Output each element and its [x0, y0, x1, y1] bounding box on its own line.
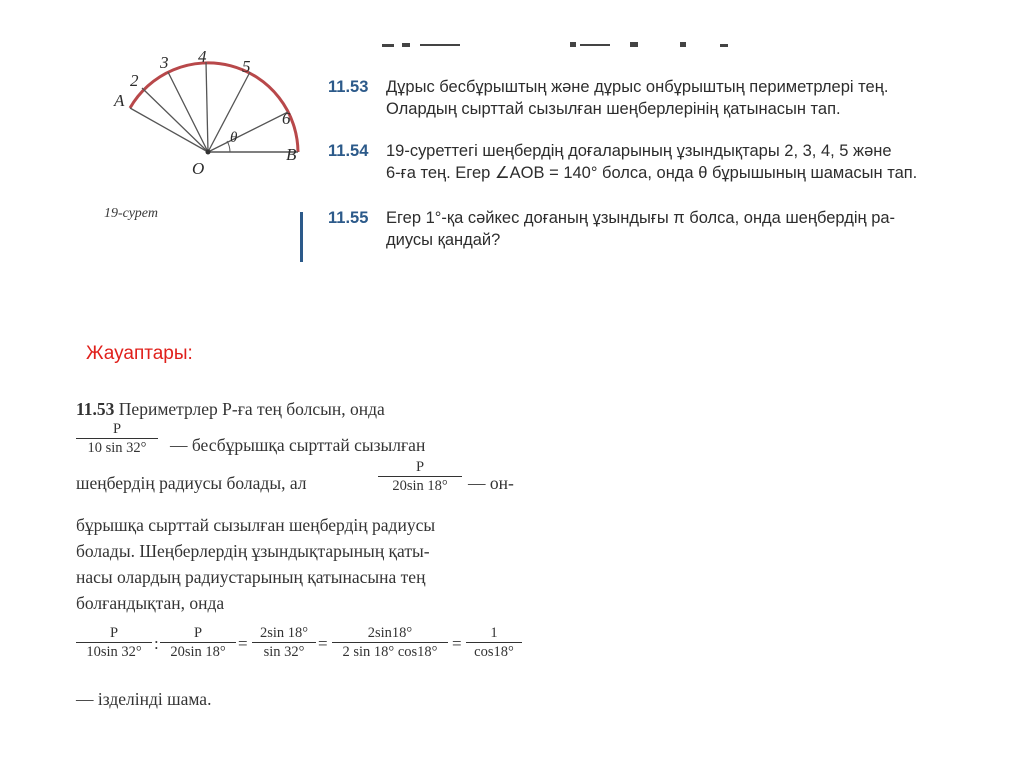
solution-line-5: болады. Шеңберлердің ұзындықтарының қаты-	[76, 541, 430, 561]
solution-line-1: 11.53 Периметрлер P-ға тең болсын, онда	[76, 399, 385, 419]
problem-line: Олардың сырттай сызылған шеңберлерінің қатынасын тап.	[386, 100, 841, 118]
problem-line: 19-суреттегі шеңбердің доғаларының ұзындықтары 2, 3, 4, 5 және	[386, 142, 892, 160]
problem-number: 11.53	[328, 78, 369, 96]
eq-fraction-2: P 20sin 18°	[160, 624, 236, 661]
fraction-1: P 10 sin 32°	[76, 420, 158, 457]
solution-line-3b: — он-	[468, 473, 514, 493]
eq-fraction-1: P 10sin 32°	[76, 624, 152, 661]
arc	[130, 63, 298, 152]
eq-fraction-3: 2sin 18° sin 32°	[252, 624, 316, 661]
label-2: 2	[130, 71, 139, 90]
solution-final: — ізделінді шама.	[76, 689, 212, 709]
label-theta: θ	[230, 130, 238, 146]
problem-line: Егер 1°-қа сәйкес доғаның ұзындығы π болса, онда шеңбердің ра-	[386, 209, 896, 227]
problem-number: 11.55	[328, 209, 369, 227]
label-5: 5	[242, 57, 251, 76]
problem-line: Дұрыс бесбұрыштың және дұрыс онбұрыштың периметрлері тең.	[386, 78, 889, 96]
answers-label: Жауаптары:	[86, 343, 193, 364]
label-O: O	[192, 159, 205, 178]
problem-11-53	[328, 76, 998, 124]
cropped-text-line	[380, 38, 730, 50]
eq-fraction-5: 1 cos18°	[466, 624, 522, 661]
solution-line-3a: шеңбердің радиусы болады, ал	[76, 473, 307, 493]
problem-11-55	[328, 207, 998, 255]
solution-line-7: болғандықтан, онда	[76, 593, 225, 613]
problem-line: диусы қандай?	[386, 231, 501, 249]
center-point	[206, 150, 211, 155]
label-B: B	[286, 145, 297, 164]
divider	[300, 212, 303, 262]
problem-11-54	[328, 140, 998, 188]
label-4: 4	[198, 47, 207, 66]
circle-arc-figure	[112, 44, 312, 204]
eq-op-equals-2: =	[318, 634, 328, 653]
radii	[130, 62, 298, 152]
solution-line-4: бұрышқа сырттай сызылған шеңбердің радиусы	[76, 515, 436, 535]
eq-op-equals-3: =	[452, 634, 462, 653]
solution-line-6: насы олардың радиустарының қатынасына тең	[76, 567, 426, 587]
fraction-2: P 20sin 18°	[378, 458, 462, 495]
figure-caption: 19-сурет	[104, 206, 158, 221]
solution-number: 11.53	[76, 399, 115, 419]
problem-line: 6-ға тең. Егер ∠AOB = 140° болса, онда θ бұрышының шамасын тап.	[386, 164, 918, 182]
eq-op-divide: :	[154, 634, 159, 653]
label-A: A	[114, 91, 125, 110]
eq-fraction-4: 2sin18° 2 sin 18° cos18°	[332, 624, 448, 661]
label-6: 6	[282, 109, 291, 128]
problem-number: 11.54	[328, 142, 369, 160]
label-3: 3	[160, 53, 169, 72]
solution-line-2: — бесбұрышқа сырттай сызылған	[170, 435, 426, 455]
eq-op-equals-1: =	[238, 634, 248, 653]
